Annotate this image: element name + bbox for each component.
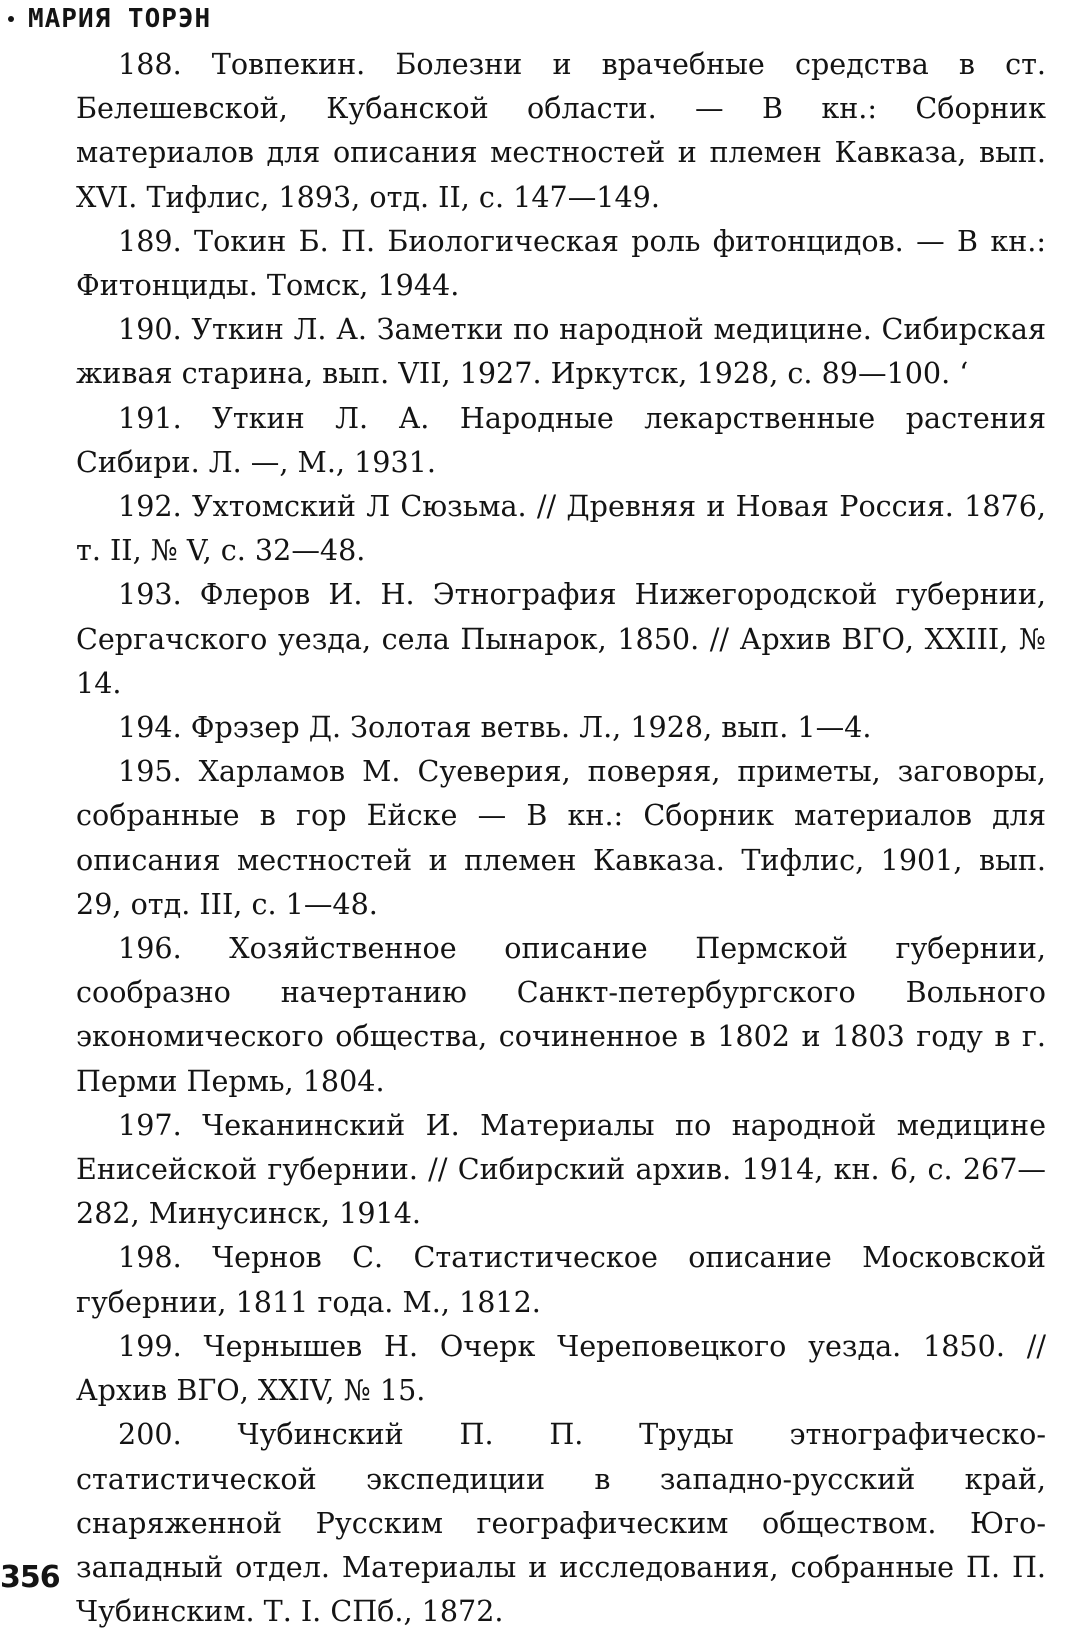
- bibliography-entry-194: 194. Фрэзер Д. Золотая ветвь. Л., 1928, вып. 1—4.: [118, 710, 872, 745]
- bibliography-entry-189: 189. Токин Б. П. Биологическая роль фитонцидов. — В кн.: Фитонциды. Томск, 1944.: [76, 223, 1046, 303]
- bibliography-entry-190: 190. Уткин Л. А. Заметки по народной медицине. Сибирская живая старина, вып. VII, 1927. Иркутск, 1928, с. 89—100. ‘: [76, 312, 1046, 391]
- running-title: МАРИЯ ТОРЭН: [28, 4, 212, 34]
- bibliography-entry-192: 192. Ухтомский Л Сюзьма. // Древняя и Новая Россия. 1876, т. II, № V, с. 32—48.: [76, 489, 1046, 568]
- bibliography-entry-197: 197. Чеканинский И. Материалы по народной медицине Енисейской губернии. // Сибирский архив. 1914, кн. 6, с. 267—282, Минусинск, 1914.: [76, 1107, 1046, 1231]
- bibliography-list: [76, 42, 1046, 1633]
- bibliography-entry-191: 191. Уткин Л. А. Народные лекарственные растения Сибири. Л. —, М., 1931.: [76, 400, 1046, 479]
- bullet-dot-icon: [8, 16, 14, 22]
- page-number: 356: [0, 1560, 60, 1595]
- bibliography-entry-196: 196. Хозяйственное описание Пермской губернии, сообразно начертанию Санкт-петербургского Вольного экономического общества, сочиненное в 1802 и 1803 году в г. Перми Пермь, 1804.: [76, 931, 1046, 1098]
- bibliography-entry-199: 199. Чернышев Н. Очерк Череповецкого уезда. 1850. // Архив ВГО, XXIV, № 15.: [76, 1328, 1046, 1408]
- bibliography-entry-198: 198. Чернов С. Статистическое описание Московской губернии, 1811 года. М., 1812.: [76, 1240, 1046, 1319]
- bibliography-entry-188: 188. Товпекин. Болезни и врачебные средства в ст. Белешевской, Кубанской области. — В кн.: Сборник материалов для описания местностей и племен Кавказа, вып. XVI. Тифлис, 1893, отд. II, с. 147—149.: [76, 47, 1046, 214]
- bibliography-entry-193: 193. Флеров И. Н. Этнография Нижегородской губернии, Сергачского уезда, села Пынарок, 1850. // Архив ВГО, XXIII, № 14.: [76, 577, 1046, 700]
- running-head: [6, 4, 211, 34]
- bibliography-entry-195: 195. Харламов М. Суеверия, поверяя, приметы, заговоры, собранные в гор Ейске — В кн.: Сборник материалов для описания местностей и племен Кавказа. Тифлис, 1901, вып. 29, отд. III, с. 1—48.: [76, 754, 1046, 921]
- bibliography-entry-200: 200. Чубинский П. П. Труды этнографическо-статистической экспедиции в западно-русский край, снаряженной Русским географическим обществом. Юго-западный отдел. Материалы и исследования, собранные П. П. Чубинским. Т. I. СПб., 1872.: [76, 1417, 1046, 1629]
